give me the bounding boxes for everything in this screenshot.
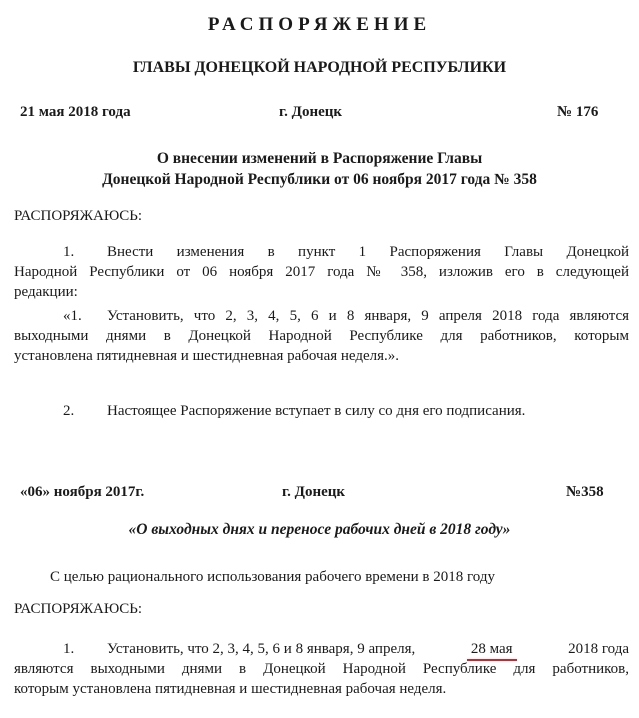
doc1-item1-line3: редакции: — [14, 284, 78, 300]
doc1-heading-line1: О внесении изменений в Распоряжение Главы — [156, 150, 483, 167]
doc2-date: «06» ноября 2017г. — [20, 484, 145, 500]
doc1-heading-line2: Донецкой Народной Республики от 06 ноября 2017 года № 358 — [102, 171, 537, 188]
doc2-item1-line1 — [107, 640, 629, 658]
doc1-city: г. Донецк — [279, 104, 343, 120]
doc2-item1-line2: являются выходными днями в Донецкой Народной Республике для работников, — [14, 661, 629, 677]
doc1-item1-line1: Внести изменения в пункт 1 Распоряжения Главы Донецкой — [107, 244, 629, 260]
doc1-subtitle: ГЛАВЫ ДОНЕЦКОЙ НАРОДНОЙ РЕСПУБЛИКИ — [132, 59, 507, 76]
doc1-quote-line1: Установить, что 2, 3, 4, 5, 6 и 8 января, 9 апреля 2018 года являются — [107, 308, 629, 324]
doc2-city: г. Донецк — [282, 484, 346, 500]
doc1-number: № 176 — [557, 104, 599, 120]
doc1-order-word: РАСПОРЯЖАЮСЬ: — [14, 208, 143, 224]
document-separator — [0, 450, 639, 451]
doc1-quote-line2: выходными днями в Донецкой Народной Республике для работников, которым — [14, 328, 629, 344]
doc2-item1-line1-part-b: 2018 года — [568, 641, 629, 657]
doc1-title: РАСПОРЯЖЕНИЕ — [207, 14, 432, 35]
doc2-number: №358 — [566, 484, 604, 500]
doc1-quote-line3: установлена пятидневная и шестидневная рабочая неделя.». — [14, 348, 400, 364]
doc1-date: 21 мая 2018 года — [20, 104, 131, 120]
doc2-item1-line3: которым установлена пятидневная и шестидневная рабочая неделя. — [14, 681, 447, 697]
doc1-item2-num: 2. — [63, 403, 75, 419]
doc2-order-word: РАСПОРЯЖАЮСЬ: — [14, 601, 143, 617]
doc1-item2-text: Настоящее Распоряжение вступает в силу со дня его подписания. — [107, 403, 526, 419]
doc2-highlight-date: 28 мая — [470, 641, 513, 657]
doc2-item1-line1-part-a: Установить, что 2, 3, 4, 5, 6 и 8 января, 9 апреля, — [107, 641, 416, 657]
doc1-quote-num: «1. — [63, 308, 82, 324]
doc2-heading: «О выходных днях и переносе рабочих дней в 2018 году» — [128, 521, 511, 538]
doc2-item1-num: 1. — [63, 641, 75, 657]
doc1-item1-num: 1. — [63, 244, 75, 260]
doc1-item1-line2: Народной Республики от 06 ноября 2017 года № 358, изложив его в следующей — [14, 264, 629, 280]
doc2-intro: С целью рационального использования рабочего времени в 2018 году — [50, 569, 495, 585]
